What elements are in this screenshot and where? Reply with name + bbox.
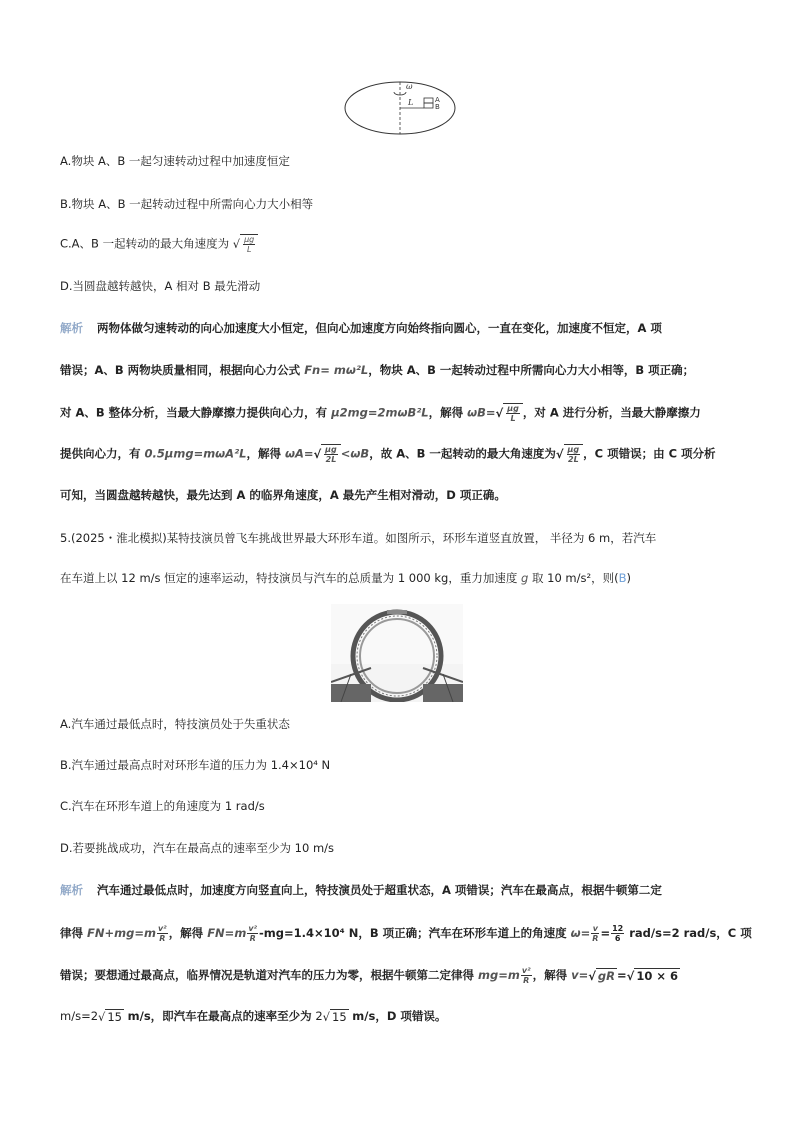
question-5-line1: 5.(2025・淮北模拟)某特技演员曾飞车挑战世界最大环形车道。如图所示，环形车道竖直放置， 半径为 6 m，若汽车 [60, 531, 657, 545]
option-b: B.物块 A、B 一起转动过程中所需向心力大小相等 [60, 197, 314, 211]
analysis-tag: 解析 [60, 883, 83, 897]
ramp-left [331, 684, 371, 702]
analysis-4-line5: 可知，当圆盘越转越快，最先达到 A 的临界角速度，A 最先产生相对滑动，D 项正确。 [60, 488, 506, 502]
q5-option-d: D.若要挑战成功，汽车在最高点的速率至少为 10 m/s [60, 841, 335, 855]
block-A [424, 98, 433, 103]
block-B-label: B [435, 103, 440, 111]
formula-sqrt-ug-L: √ $\frac{\mu g}{L}$ [233, 234, 259, 254]
analysis-5-line4: m/s=2√ 15 m/s，即汽车在最高点的速率至少为 2√ 15 m/s，D 项错误。 [60, 1009, 447, 1024]
option-c-text: C.A、B 一起转动的最大角速度为 [60, 236, 230, 251]
block-B [424, 103, 433, 108]
analysis-4-line1: 解析 两物体做匀速转动的向心加速度大小恒定，但向心加速度方向始终指向圆心，一直在变化，加速度不恒定，A 项 [60, 321, 662, 335]
analysis-5-line3: 错误；要想通过最高点，临界情况是轨道对汽车的压力为零，根据牛顿第二定律得 mg=m $\frac{\text{v²}}{R}$ ，解得 v=√ gR =√ 10 × 6 [60, 966, 678, 985]
q5-option-a: A.汽车通过最低点时，特技演员处于失重状态 [60, 717, 290, 731]
block-A-label: A [435, 96, 440, 104]
analysis-4-line4: 提供向心力，有 0.5μmg=mωA²L，解得 ωA=√ $\frac{\mu g}{2L}$ <ωB，故 A、B 一起转动的最大角速度为√ $\frac{\mu g}{2L}$ ，C 项错误；由 C 项分析 [60, 445, 716, 464]
option-a: A.物块 A、B 一起匀速转动过程中加速度恒定 [60, 154, 290, 168]
option-d: D.当圆盘越转越快，A 相对 B 最先滑动 [60, 279, 261, 293]
analysis-4-line3: 对 A、B 整体分析，当最大静摩擦力提供向心力，有 μ2mg=2mωB²L，解得 ωB=√ $\frac{\mu g}{L}$ ，对 A 进行分析，当最大静摩擦力 [60, 404, 701, 423]
L-label: L [408, 98, 414, 107]
ramp-right [423, 684, 463, 702]
rotating-disc-figure [340, 80, 460, 136]
option-c [60, 234, 258, 254]
loop-track-photo [331, 604, 463, 702]
answer-letter: B [618, 571, 627, 585]
analysis-4-line2: 错误；A、B 两物块质量相同，根据向心力公式 Fn= mω²L，物块 A、B 一起转动过程中所需向心力大小相等，B 项正确； [60, 363, 695, 377]
analysis-5-line2: 律得 FN+mg=m $\frac{\text{v²}}{R}$ ，解得 FN=m $\frac{\text{v²}}{R}$ -mg=1.4×10⁴ N，B 项正确；汽车在环形车道上的角速度 ω= $\frac{v}{R}$ = $\frac{12}{6}$ rad/s=2 rad/s，C 项 [60, 924, 752, 943]
analysis-tag: 解析 [60, 321, 83, 335]
analysis-5-line1: 解析 汽车通过最低点时，加速度方向竖直向上，特技演员处于超重状态，A 项错误；汽车在最高点，根据牛顿第二定 [60, 883, 662, 897]
omega-label: ω [406, 82, 413, 91]
question-5-line2: 在车道上以 12 m/s 恒定的速率运动，特技演员与汽车的总质量为 1 000 kg，重力加速度 g 取 10 m/s²，则(B) [60, 571, 631, 585]
q5-option-c: C.汽车在环形车道上的角速度为 1 rad/s [60, 799, 265, 813]
q5-option-b: B.汽车通过最高点时对环形车道的压力为 1.4×10⁴ N [60, 758, 331, 772]
